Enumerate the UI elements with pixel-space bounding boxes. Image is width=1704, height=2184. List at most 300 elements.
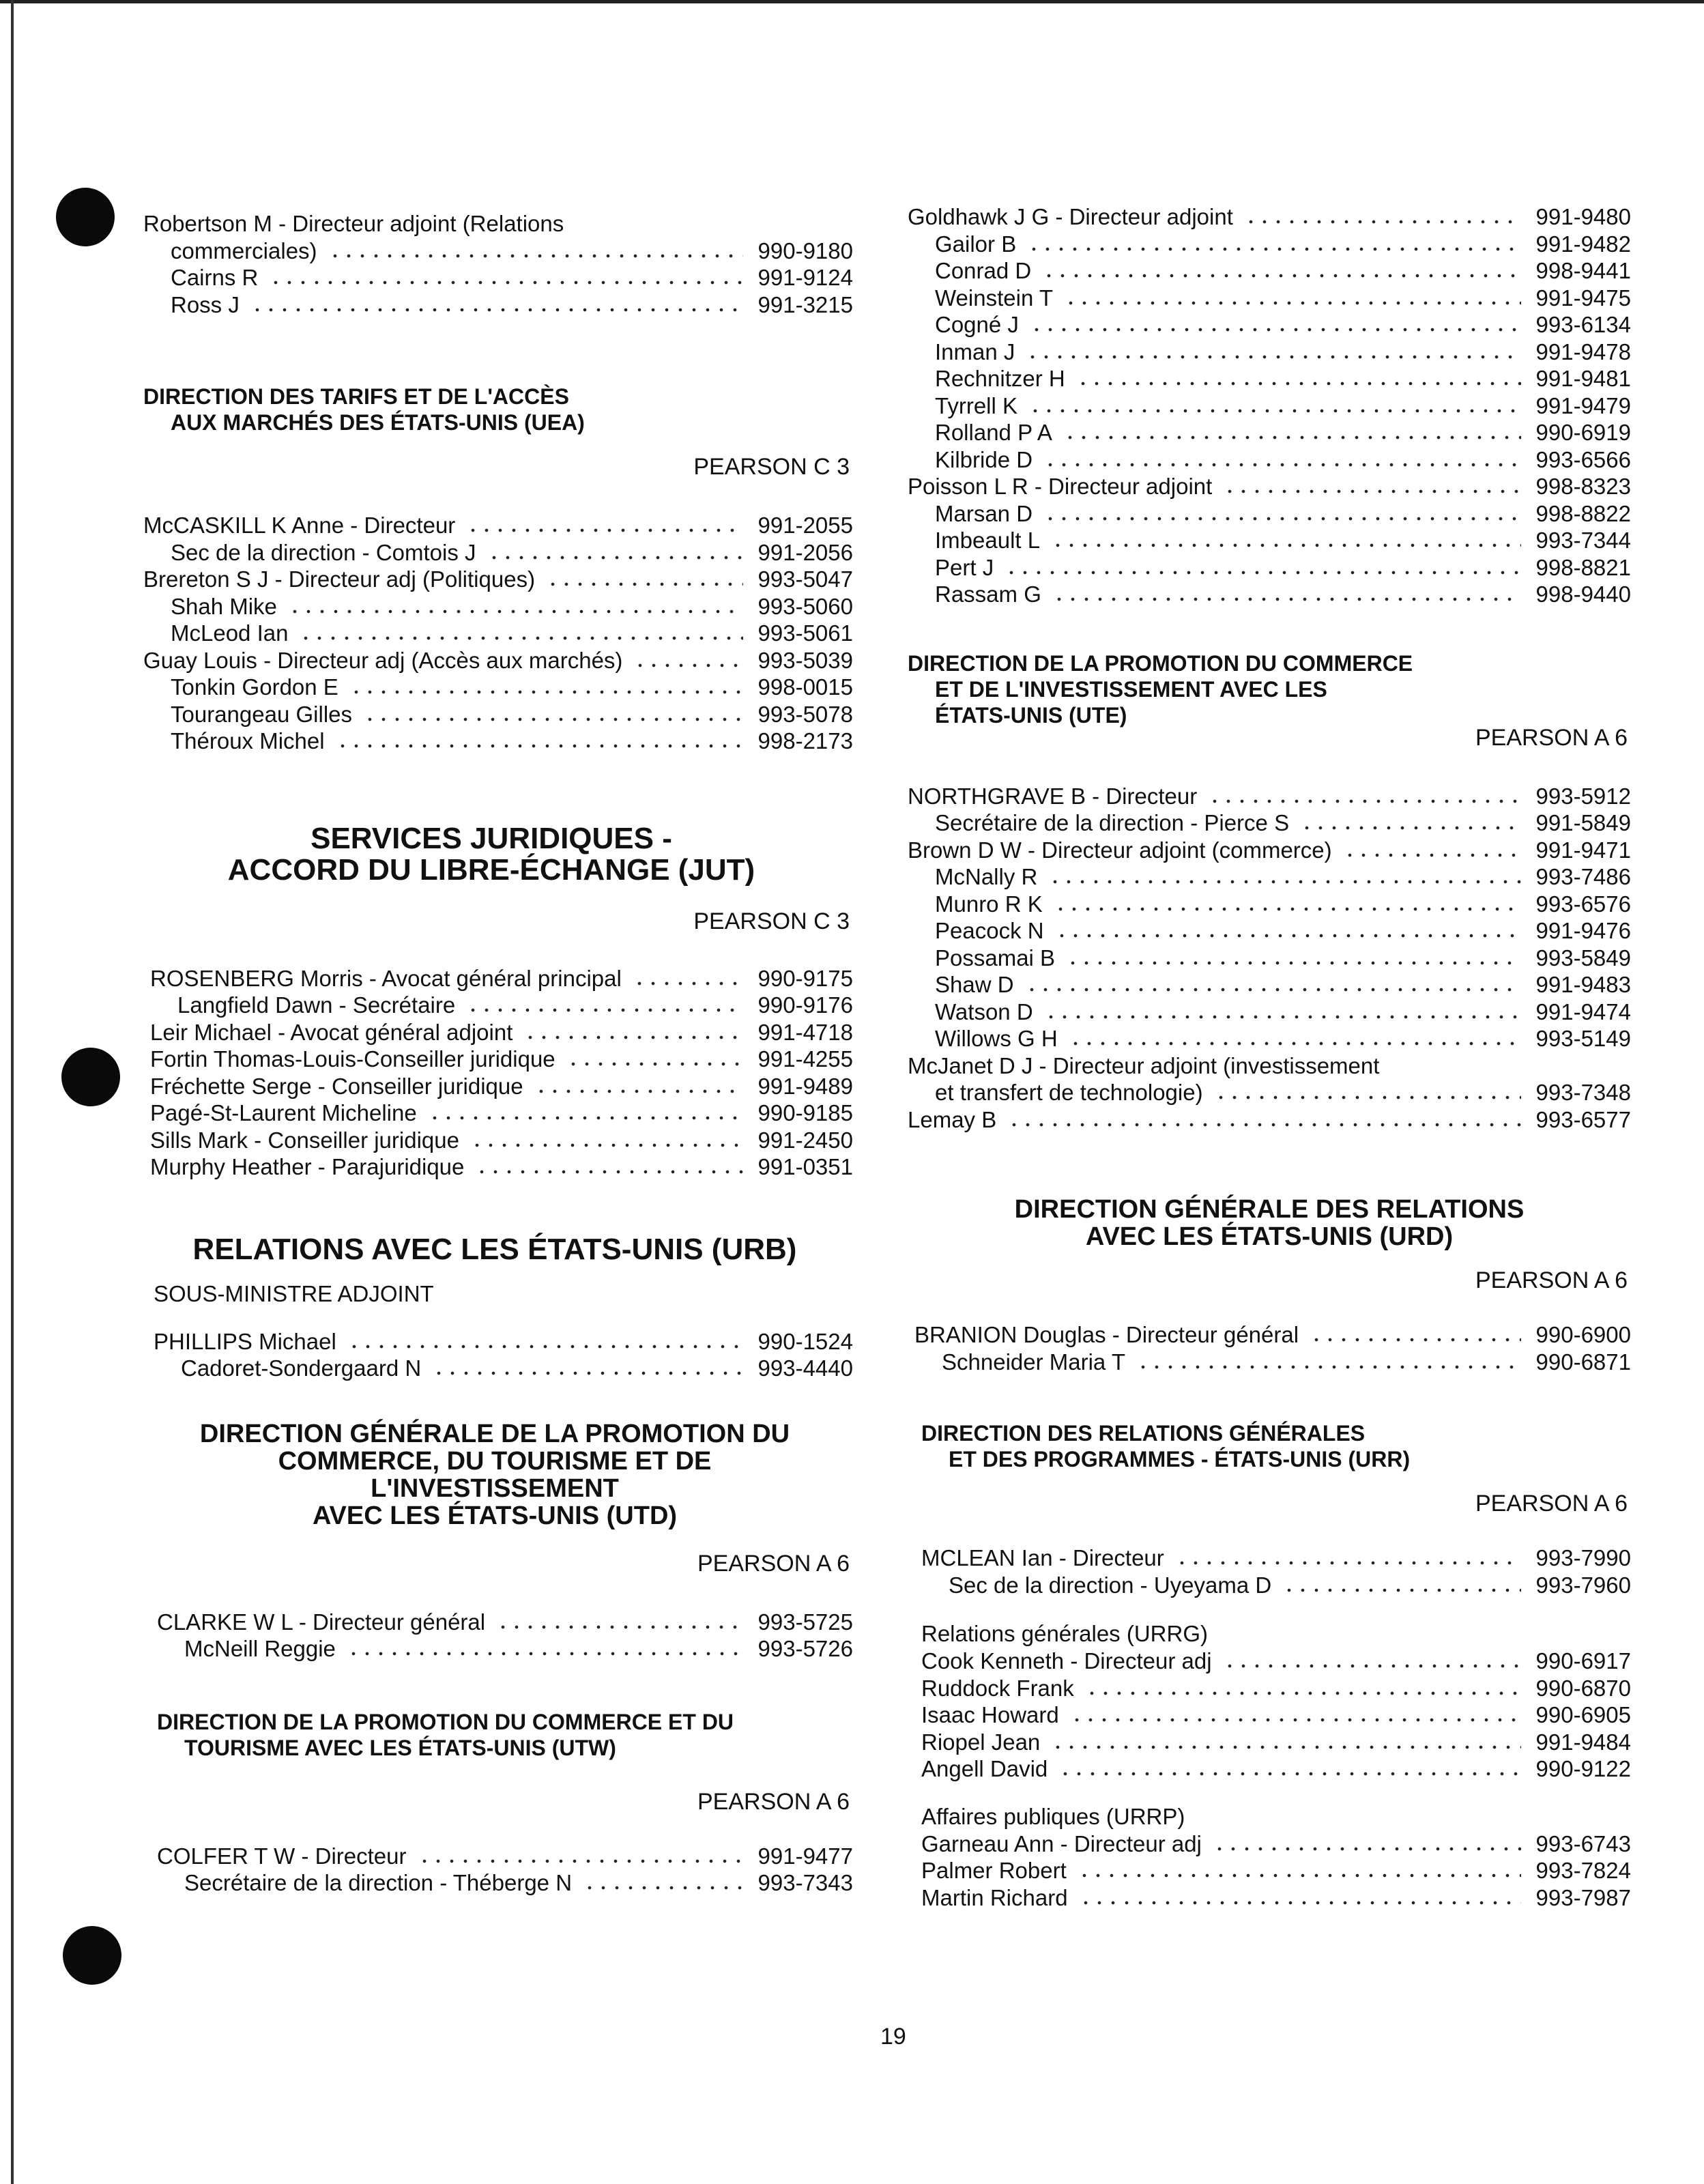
entry-phone: 993-4440 — [757, 1355, 853, 1381]
entry-name-line1: Robertson M - Directeur adjoint (Relations — [143, 211, 564, 236]
dot-leader — [1079, 1899, 1521, 1906]
directory-entry — [150, 1127, 853, 1154]
entry-phone: 993-5078 — [757, 701, 853, 727]
entry-phone: 993-6576 — [1535, 891, 1631, 917]
directory-entry — [908, 419, 1631, 446]
entry-phone: 991-4255 — [757, 1046, 853, 1072]
section-uea — [143, 384, 853, 755]
entry-phone: 991-9475 — [1535, 285, 1631, 311]
entry-name: BRANION Douglas - Directeur général — [914, 1322, 1299, 1347]
directory-entry — [908, 257, 1631, 285]
entry-phone: 993-6134 — [1535, 312, 1631, 337]
right-column — [908, 201, 1631, 1911]
dot-leader — [1070, 1716, 1521, 1723]
dot-leader — [1214, 1093, 1521, 1100]
punch-hole-top — [56, 188, 115, 246]
section-urb — [143, 1234, 853, 1382]
entry-phone: 990-6917 — [1535, 1648, 1631, 1673]
entry-phone: 993-5047 — [757, 566, 853, 592]
directory-entry — [908, 311, 1631, 339]
top-border — [0, 0, 1704, 3]
heading-line: COMMERCE, DU TOURISME ET DE — [278, 1446, 712, 1476]
entry-phone: 993-7348 — [1535, 1080, 1631, 1105]
entry-phone: 993-5726 — [757, 1636, 853, 1661]
dot-leader — [1175, 1559, 1521, 1566]
entry-phone: 993-7344 — [1535, 528, 1631, 553]
dot-leader — [1051, 1743, 1520, 1750]
dot-leader — [546, 580, 742, 587]
heading-line: ACCORD DU LIBRE-ÉCHANGE (JUT) — [227, 852, 755, 887]
dot-leader — [363, 715, 743, 722]
dot-leader — [1064, 299, 1521, 306]
directory-entry — [908, 809, 1631, 837]
section-heading — [157, 1709, 853, 1761]
directory-entry — [143, 674, 853, 701]
subsection-urrp — [921, 1803, 1631, 1912]
entry-name: Guay Louis - Directeur adj (Accès aux marchés) — [143, 647, 623, 673]
dot-leader — [1052, 595, 1521, 602]
directory-entry — [908, 581, 1631, 608]
section-heading — [921, 1420, 1631, 1472]
dot-leader — [288, 607, 743, 614]
section-utw — [143, 1709, 853, 1897]
room-label: PEARSON A 6 — [697, 1550, 850, 1577]
directory-entry — [908, 945, 1631, 972]
directory-entry — [908, 783, 1631, 810]
entry-phone: 991-4718 — [757, 1019, 853, 1045]
heading-line: DIRECTION DE LA PROMOTION DU COMMERCE — [908, 650, 1413, 676]
entry-name: Riopel Jean — [921, 1729, 1041, 1755]
directory-entry — [908, 285, 1631, 312]
directory-entry — [921, 1648, 1631, 1675]
directory-entry — [908, 365, 1631, 392]
entry-phone: 991-9482 — [1535, 231, 1631, 257]
directory-entry — [150, 1073, 853, 1100]
entry-phone: 998-9440 — [1535, 581, 1631, 607]
dot-leader — [1025, 986, 1521, 992]
entry-phone: 991-9483 — [1535, 972, 1631, 997]
entry-phone: 990-6871 — [1535, 1349, 1631, 1375]
entry-phone: 991-2055 — [757, 513, 853, 538]
intro-section — [908, 203, 1631, 608]
dot-leader — [1310, 1336, 1520, 1342]
entry-phone: 991-9484 — [1535, 1729, 1631, 1755]
entry-name: MCLEAN Ian - Directeur — [921, 1545, 1164, 1570]
heading-line: TOURISME AVEC LES ÉTATS-UNIS (UTW) — [184, 1735, 616, 1760]
dot-leader — [1063, 433, 1521, 440]
entry-phone: 998-2173 — [757, 728, 853, 753]
directory-entry — [150, 1153, 853, 1181]
entry-phone: 998-8323 — [1535, 474, 1631, 499]
entry-phone: 991-9474 — [1535, 998, 1631, 1024]
entry-phone: 990-6900 — [1535, 1322, 1631, 1347]
room-label: PEARSON A 6 — [1475, 1267, 1628, 1293]
entry-name: Goldhawk J G - Directeur adjoint — [908, 204, 1233, 229]
dot-leader — [328, 252, 743, 259]
entry-phone: 990-1524 — [757, 1328, 853, 1354]
section-heading — [908, 650, 1631, 728]
entry-phone: 991-9489 — [757, 1073, 853, 1099]
dot-leader — [336, 742, 743, 749]
directory-entry — [157, 1843, 853, 1870]
entry-name: Tonkin Gordon E — [171, 674, 338, 700]
entry-name: Fréchette Serge - Conseiller juridique — [150, 1073, 523, 1099]
directory-entry — [908, 998, 1631, 1026]
dot-leader — [1223, 1662, 1521, 1669]
entry-name: Brown D W - Directeur adjoint (commerce) — [908, 837, 1332, 863]
entry-phone: 991-9124 — [757, 265, 853, 290]
dot-leader — [466, 1006, 742, 1013]
directory-entry — [921, 1701, 1631, 1729]
entry-phone: 993-7960 — [1535, 1572, 1631, 1598]
entry-phone: 990-9185 — [757, 1100, 853, 1125]
directory-entry — [921, 1857, 1631, 1884]
entry-list — [143, 1609, 853, 1663]
entry-name: Langfield Dawn - Secrétaire — [177, 992, 456, 1018]
dot-leader — [250, 306, 743, 313]
section-heading — [143, 384, 853, 435]
entry-phone: 993-5039 — [757, 647, 853, 673]
entry-name: Cairns R — [171, 265, 259, 290]
dot-leader — [1076, 379, 1521, 386]
section-heading — [143, 823, 853, 886]
directory-entry — [150, 1046, 853, 1073]
entry-name: Palmer Robert — [921, 1858, 1067, 1883]
room-label: PEARSON C 3 — [693, 454, 850, 480]
entry-name: Munro R K — [935, 891, 1043, 917]
entry-name: Schneider Maria T — [942, 1349, 1126, 1375]
entry-name: Rolland P A — [935, 420, 1052, 445]
directory-entry — [908, 917, 1631, 945]
directory-entry — [921, 1830, 1631, 1858]
dot-leader — [1208, 797, 1520, 804]
heading-line: L'INVESTISSEMENT — [371, 1474, 619, 1503]
dot-leader — [1343, 851, 1521, 858]
entry-phone: 990-6870 — [1535, 1675, 1631, 1701]
room-label: PEARSON C 3 — [693, 908, 850, 934]
directory-entry — [143, 728, 853, 755]
entry-name: commerciales) — [171, 238, 317, 263]
entry-name: Secrétaire de la direction - Pierce S — [935, 810, 1290, 835]
entry-name: Secrétaire de la direction - Théberge N — [184, 1870, 573, 1895]
heading-line: AUX MARCHÉS DES ÉTATS-UNIS (UEA) — [171, 410, 585, 435]
directory-entry — [908, 863, 1631, 891]
directory-entry — [921, 1675, 1631, 1702]
entry-name: Rechnitzer H — [935, 366, 1065, 391]
section-jut — [143, 823, 853, 1181]
section-urd — [908, 1196, 1631, 1375]
directory-entry — [143, 566, 853, 593]
entry-name: Murphy Heather - Parajuridique — [150, 1154, 465, 1179]
entry-phone: 991-0351 — [757, 1154, 853, 1179]
entry-list — [143, 965, 853, 1181]
entry-phone: 993-5149 — [1535, 1026, 1631, 1051]
directory-entry — [143, 291, 853, 319]
entry-name: NORTHGRAVE B - Directeur — [908, 783, 1198, 809]
entry-phone: 991-9471 — [1535, 837, 1631, 863]
entry-name: Théroux Michel — [171, 728, 325, 753]
dot-leader — [1213, 1845, 1521, 1852]
entry-name: Shaw D — [935, 972, 1014, 997]
entry-name: et transfert de technologie) — [935, 1080, 1203, 1105]
directory-entry — [154, 1355, 853, 1382]
heading-line: AVEC LES ÉTATS-UNIS (UTD) — [312, 1501, 678, 1530]
section-ute — [908, 650, 1631, 1134]
directory-entry — [150, 1019, 853, 1046]
entry-phone: 990-6905 — [1535, 1702, 1631, 1727]
entry-name: Conrad D — [935, 258, 1032, 283]
dot-leader — [633, 661, 742, 668]
dot-leader — [1051, 541, 1520, 548]
entry-phone: 993-6577 — [1535, 1106, 1631, 1132]
entry-name: Martin Richard — [921, 1884, 1068, 1910]
entry-phone: 993-6743 — [1535, 1830, 1631, 1856]
entry-name: Angell David — [921, 1756, 1048, 1781]
entry-name: Tourangeau Gilles — [171, 701, 352, 727]
dot-leader — [1069, 1039, 1521, 1046]
entry-list — [143, 512, 853, 755]
directory-entry — [143, 593, 853, 620]
dot-leader — [1030, 326, 1521, 332]
directory-entry — [908, 339, 1631, 366]
punch-hole-middle — [61, 1048, 120, 1106]
heading-line: DIRECTION DES RELATIONS GÉNÉRALES — [921, 1421, 1366, 1446]
entry-name: Tyrrell K — [935, 392, 1018, 418]
entry-name: Rassam G — [935, 581, 1041, 607]
entry-phone: 993-6566 — [1535, 446, 1631, 472]
directory-entry — [908, 500, 1631, 528]
directory-entry — [157, 1869, 853, 1897]
directory-entry — [143, 539, 853, 566]
subsection-title: Relations générales (URRG) — [921, 1621, 1208, 1646]
directory-entry — [914, 1321, 1631, 1349]
entry-list — [921, 1544, 1631, 1598]
entry-phone: 998-0015 — [757, 674, 853, 700]
dot-leader — [1026, 353, 1520, 360]
directory-entry — [908, 891, 1631, 918]
entry-name: Leir Michael - Avocat général adjoint — [150, 1019, 513, 1045]
directory-entry — [921, 1755, 1631, 1783]
punch-hole-bottom — [63, 1926, 121, 1985]
entry-phone: 991-9479 — [1535, 392, 1631, 418]
section-heading: RELATIONS AVEC LES ÉTATS-UNIS (URB) — [192, 1232, 797, 1266]
dot-leader — [1136, 1363, 1521, 1370]
entry-phone: 991-9476 — [1535, 918, 1631, 943]
entry-name: Willows G H — [935, 1026, 1058, 1051]
entry-phone: 993-5725 — [757, 1609, 853, 1635]
entry-name: Lemay B — [908, 1106, 997, 1132]
dot-leader — [428, 1114, 743, 1121]
entry-phone: 991-5849 — [1535, 810, 1631, 835]
entry-phone: 998-9441 — [1535, 258, 1631, 283]
dot-leader — [347, 1650, 743, 1656]
entry-phone: 993-7990 — [1535, 1545, 1631, 1570]
directory-entry — [908, 392, 1631, 420]
entry-name: Sec de la direction - Uyeyama D — [949, 1572, 1272, 1598]
dot-leader — [1066, 959, 1520, 966]
directory-entry — [150, 992, 853, 1019]
entry-phone: 990-9175 — [757, 965, 853, 991]
section-utd — [143, 1420, 853, 1663]
dot-leader — [1055, 932, 1521, 938]
entry-name: Garneau Ann - Directeur adj — [921, 1830, 1202, 1856]
entry-name: McCASKILL K Anne - Directeur — [143, 513, 456, 538]
dot-leader — [1042, 272, 1520, 278]
heading-line: SERVICES JURIDIQUES - — [311, 821, 672, 855]
entry-name: Cadoret-Sondergaard N — [181, 1355, 422, 1381]
section-heading — [908, 1196, 1631, 1250]
dot-leader — [496, 1623, 742, 1630]
entry-name: Cook Kenneth - Directeur adj — [921, 1648, 1212, 1673]
entry-name: Pert J — [935, 554, 994, 580]
entry-name: Fortin Thomas-Louis-Conseiller juridique — [150, 1046, 555, 1072]
intro-section — [143, 210, 853, 318]
directory-entry — [908, 527, 1631, 554]
directory-entry — [908, 1106, 1631, 1134]
dot-leader — [583, 1884, 743, 1891]
entry-list — [908, 783, 1631, 1134]
entry-phone: 991-9478 — [1535, 339, 1631, 364]
subheading: SOUS-MINISTRE ADJOINT — [154, 1280, 434, 1306]
entry-name: Shah Mike — [171, 593, 277, 619]
directory-entry — [154, 1328, 853, 1355]
dot-leader — [470, 1141, 743, 1148]
entry-phone: 993-5912 — [1535, 783, 1631, 809]
directory-entry — [143, 512, 853, 539]
entry-name: Inman J — [935, 339, 1015, 364]
directory-entry — [143, 620, 853, 647]
directory-entry — [921, 1729, 1631, 1756]
directory-entry — [143, 647, 853, 674]
directory-entry — [908, 231, 1631, 258]
directory-entry — [914, 1349, 1631, 1376]
directory-entry — [157, 1635, 853, 1663]
entry-phone: 991-2450 — [757, 1127, 853, 1153]
dot-leader — [1244, 218, 1521, 225]
section-heading — [143, 1420, 853, 1529]
entry-phone: 993-7486 — [1535, 864, 1631, 889]
entry-phone: 990-9122 — [1535, 1756, 1631, 1781]
dot-leader — [633, 979, 743, 986]
entry-name: CLARKE W L - Directeur général — [157, 1609, 486, 1635]
entry-name: Watson D — [935, 998, 1033, 1024]
entry-name: Marsan D — [935, 500, 1033, 526]
dot-leader — [1223, 487, 1520, 494]
entry-name: COLFER T W - Directeur — [157, 1843, 407, 1869]
left-border — [11, 0, 14, 2184]
dot-leader — [1078, 1871, 1521, 1878]
entry-name: Possamai B — [935, 945, 1056, 971]
heading-line: DIRECTION DES TARIFS ET DE L'ACCÈS — [143, 384, 569, 409]
entry-phone: 991-3215 — [757, 291, 853, 317]
room-label: PEARSON A 6 — [1475, 1491, 1628, 1517]
dot-leader — [418, 1857, 743, 1864]
dot-leader — [475, 1168, 742, 1175]
dot-leader — [1027, 245, 1520, 252]
directory-entry — [908, 203, 1631, 231]
entry-name: Peacock N — [935, 918, 1044, 943]
entry-name: Isaac Howard — [921, 1702, 1059, 1727]
left-column — [143, 201, 853, 1897]
directory-entry — [157, 1609, 853, 1636]
directory-entry — [908, 473, 1631, 500]
directory-entry — [921, 1544, 1631, 1572]
entry-name: Weinstein T — [935, 285, 1054, 311]
directory-entry — [908, 446, 1631, 474]
dot-leader — [1282, 1586, 1520, 1593]
entry-name: Cogné J — [935, 312, 1019, 337]
entry-phone: 993-7824 — [1535, 1858, 1631, 1883]
entry-name: Kilbride D — [935, 446, 1033, 472]
entry-phone: 991-9480 — [1535, 204, 1631, 229]
page-number: 19 — [880, 2024, 906, 2050]
entry-name: PHILLIPS Michael — [154, 1328, 336, 1354]
directory-entry — [908, 1025, 1631, 1052]
dot-leader — [1005, 569, 1520, 575]
entry-name: McNeill Reggie — [184, 1636, 336, 1661]
directory-entry — [143, 264, 853, 291]
heading-line: ÉTATS-UNIS (UTE) — [935, 702, 1127, 728]
dot-leader — [347, 1342, 743, 1349]
entry-list — [143, 1328, 853, 1382]
directory-entry — [921, 1572, 1631, 1599]
entry-name: Imbeault L — [935, 528, 1041, 553]
dot-leader — [566, 1060, 743, 1067]
heading-line: ET DE L'INVESTISSEMENT AVEC LES — [935, 676, 1327, 702]
heading-line: DIRECTION DE LA PROMOTION DU COMMERCE ET DU — [157, 1709, 734, 1734]
entry-phone: 990-6919 — [1535, 420, 1631, 445]
directory-entry — [143, 701, 853, 728]
dot-leader — [1044, 1013, 1521, 1020]
entry-phone: 998-8821 — [1535, 554, 1631, 580]
entry-phone: 993-5849 — [1535, 945, 1631, 971]
entry-phone: 993-5061 — [757, 620, 853, 646]
directory-entry — [908, 1079, 1631, 1106]
heading-line: AVEC LES ÉTATS-UNIS (URD) — [1085, 1222, 1454, 1251]
dot-leader — [269, 278, 742, 285]
dot-leader — [349, 688, 743, 695]
subsection-title: Affaires publiques (URRP) — [921, 1803, 1185, 1829]
entry-phone: 990-9176 — [757, 992, 853, 1018]
dot-leader — [299, 634, 742, 641]
entry-list — [157, 1843, 853, 1897]
dot-leader — [534, 1087, 743, 1094]
dot-leader — [1300, 824, 1520, 831]
entry-phone: 991-9477 — [757, 1843, 853, 1869]
entry-name: Poisson L R - Directeur adjoint — [908, 474, 1213, 499]
section-urr — [908, 1420, 1631, 1911]
entry-phone: 990-9180 — [757, 238, 853, 263]
entry-name: Sills Mark - Conseiller juridique — [150, 1127, 459, 1153]
entry-name: Brereton S J - Directeur adj (Politiques) — [143, 566, 536, 592]
entry-name: Pagé-St-Laurent Micheline — [150, 1100, 417, 1125]
entry-phone: 993-5060 — [757, 593, 853, 619]
directory-entry — [150, 1100, 853, 1127]
room-label: PEARSON A 6 — [1475, 724, 1628, 751]
entry-name-line1: McJanet D J - Directeur adjoint (investissement — [908, 1052, 1380, 1078]
dot-leader — [1028, 407, 1521, 414]
dot-leader — [1058, 1770, 1520, 1777]
directory-entry — [921, 1884, 1631, 1912]
dot-leader — [1048, 878, 1520, 885]
heading-line: ET DES PROGRAMMES - ÉTATS-UNIS (URR) — [949, 1447, 1411, 1471]
dot-leader — [1007, 1121, 1520, 1127]
directory-entry — [143, 238, 853, 265]
dot-leader — [523, 1033, 742, 1040]
dot-leader — [1054, 905, 1521, 912]
heading-line: DIRECTION GÉNÉRALE DE LA PROMOTION DU — [199, 1419, 790, 1448]
dot-leader — [487, 554, 743, 560]
